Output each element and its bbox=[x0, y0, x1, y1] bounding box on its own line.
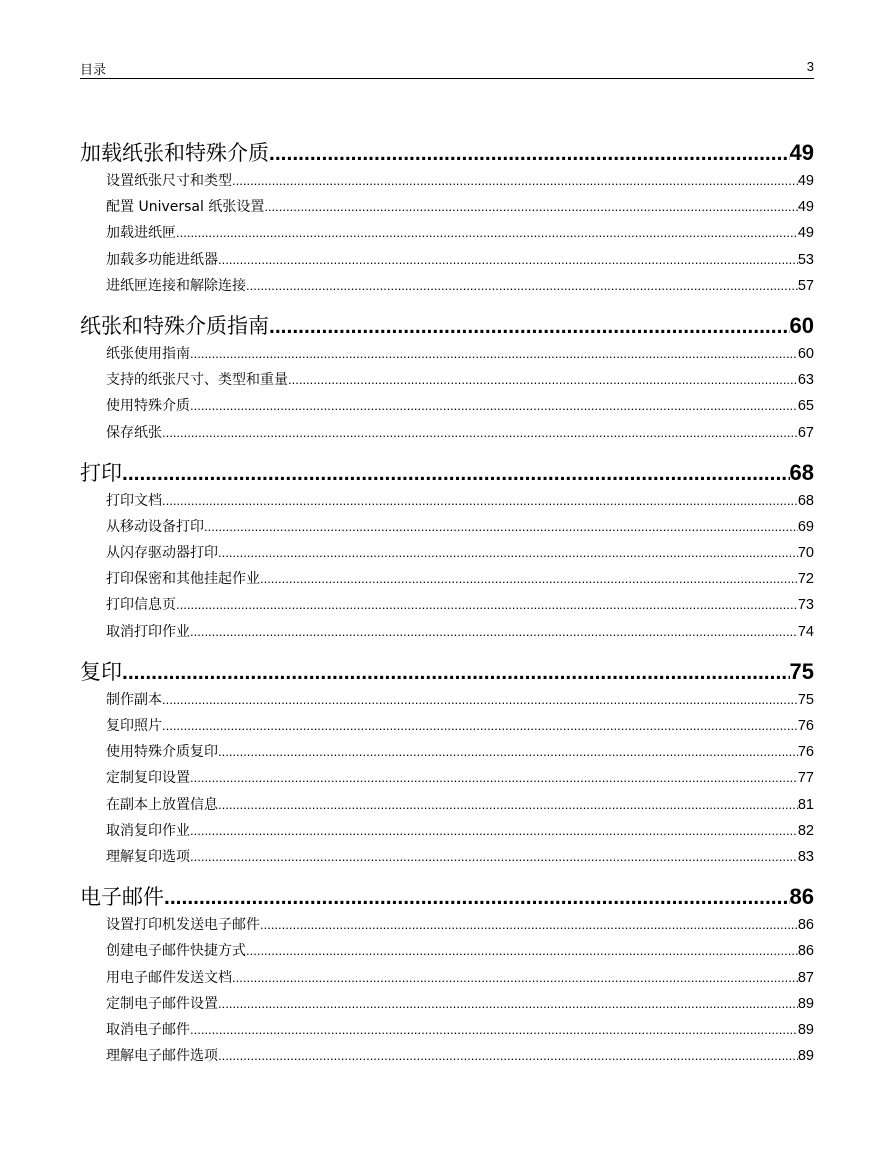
toc-item-page: 67 bbox=[797, 424, 814, 441]
toc-item-title: 定制电子邮件设置 bbox=[106, 995, 218, 1012]
toc-item-title: 设置打印机发送电子邮件 bbox=[106, 917, 260, 934]
toc-item-title: 保存纸张 bbox=[106, 424, 162, 441]
toc-chapter-entry[interactable] bbox=[80, 135, 814, 168]
toc-item-entry[interactable] bbox=[80, 420, 814, 446]
toc-item-title: 进纸匣连接和解除连接 bbox=[106, 277, 246, 294]
toc-section bbox=[80, 308, 814, 446]
toc-item-entry[interactable] bbox=[80, 273, 814, 299]
toc-item-title: 加载多功能进纸器 bbox=[106, 251, 218, 268]
toc-item-page: 89 bbox=[797, 995, 814, 1012]
toc-chapter-title: 打印 bbox=[80, 460, 122, 485]
toc-item-page: 63 bbox=[797, 372, 814, 389]
toc-item-page: 68 bbox=[797, 492, 814, 509]
toc-item-title: 支持的纸张尺寸、类型和重量 bbox=[106, 372, 288, 389]
page-header bbox=[80, 58, 814, 79]
toc-item-title: 打印信息页 bbox=[106, 597, 176, 614]
toc-item-page: 81 bbox=[797, 796, 814, 813]
toc-item-title: 打印文档 bbox=[106, 492, 162, 509]
toc-item-title: 使用特殊介质复印 bbox=[106, 744, 218, 761]
toc-item-page: 49 bbox=[797, 199, 814, 216]
toc-item-page: 70 bbox=[797, 545, 814, 562]
dot-leader bbox=[246, 273, 798, 299]
dot-leader bbox=[218, 1043, 798, 1069]
toc-section bbox=[80, 654, 814, 870]
toc-chapter-entry[interactable] bbox=[80, 308, 814, 341]
toc-item-entry[interactable] bbox=[80, 818, 814, 844]
table-of-contents bbox=[80, 135, 814, 1078]
toc-chapter-title: 电子邮件 bbox=[80, 885, 164, 910]
toc-item-title: 配置 Universal 纸张设置 bbox=[106, 199, 265, 216]
toc-item-page: 49 bbox=[797, 225, 814, 242]
toc-chapter-title: 纸张和特殊介质指南 bbox=[80, 313, 269, 338]
toc-item-title: 理解电子邮件选项 bbox=[106, 1048, 218, 1065]
toc-chapter-title: 复印 bbox=[80, 659, 122, 684]
toc-item-title: 在副本上放置信息 bbox=[106, 796, 218, 813]
dot-leader bbox=[190, 1017, 798, 1043]
toc-item-title: 纸张使用指南 bbox=[106, 345, 190, 362]
dot-leader bbox=[264, 194, 798, 220]
toc-item-page: 89 bbox=[797, 1048, 814, 1065]
toc-item-entry[interactable] bbox=[80, 1017, 814, 1043]
toc-item-entry[interactable] bbox=[80, 1043, 814, 1069]
header-page-number: 3 bbox=[806, 59, 814, 74]
toc-item-page: 82 bbox=[797, 822, 814, 839]
header-title: 目录 bbox=[80, 63, 107, 78]
toc-item-entry[interactable] bbox=[80, 991, 814, 1017]
toc-item-entry[interactable] bbox=[80, 713, 814, 739]
dot-leader bbox=[176, 592, 798, 618]
dot-leader bbox=[269, 315, 790, 339]
dot-leader bbox=[190, 818, 798, 844]
toc-item-title: 创建电子邮件快捷方式 bbox=[106, 943, 246, 960]
toc-section bbox=[80, 879, 814, 1069]
toc-item-entry[interactable] bbox=[80, 739, 814, 765]
dot-leader bbox=[164, 886, 790, 910]
toc-item-page: 69 bbox=[797, 518, 814, 535]
toc-item-title: 设置纸张尺寸和类型 bbox=[106, 173, 232, 189]
toc-item-page: 76 bbox=[797, 718, 814, 734]
toc-chapter-page: 75 bbox=[789, 658, 814, 684]
dot-leader bbox=[260, 566, 798, 592]
toc-chapter-title: 加载纸张和特殊介质 bbox=[80, 141, 269, 165]
toc-item-entry[interactable] bbox=[80, 912, 814, 938]
toc-item-page: 53 bbox=[797, 251, 814, 268]
toc-section bbox=[80, 135, 814, 299]
toc-item-entry[interactable] bbox=[80, 393, 814, 419]
dot-leader bbox=[288, 367, 798, 393]
toc-item-page: 49 bbox=[797, 173, 814, 189]
toc-item-page: 87 bbox=[797, 969, 814, 986]
toc-item-title: 定制复印设置 bbox=[106, 770, 190, 787]
toc-item-entry[interactable] bbox=[80, 540, 814, 566]
toc-item-entry[interactable] bbox=[80, 938, 814, 964]
toc-item-page: 86 bbox=[797, 943, 814, 960]
dot-leader bbox=[162, 488, 798, 514]
toc-section bbox=[80, 455, 814, 645]
toc-item-entry[interactable] bbox=[80, 168, 814, 194]
toc-item-entry[interactable] bbox=[80, 844, 814, 870]
toc-item-page: 65 bbox=[797, 398, 814, 415]
toc-item-title: 加载进纸匣 bbox=[106, 225, 176, 242]
toc-item-page: 57 bbox=[797, 277, 814, 294]
dot-leader bbox=[204, 514, 798, 540]
toc-item-title: 用电子邮件发送文档 bbox=[106, 969, 232, 986]
toc-item-entry[interactable] bbox=[80, 194, 814, 220]
toc-item-title: 复印照片 bbox=[106, 718, 162, 734]
toc-item-page: 83 bbox=[797, 848, 814, 865]
toc-item-title: 从移动设备打印 bbox=[106, 518, 204, 535]
toc-item-title: 取消打印作业 bbox=[106, 623, 190, 640]
toc-chapter-entry[interactable] bbox=[80, 879, 814, 912]
toc-item-entry[interactable] bbox=[80, 341, 814, 367]
toc-item-entry[interactable] bbox=[80, 514, 814, 540]
toc-item-title: 打印保密和其他挂起作业 bbox=[106, 571, 260, 588]
toc-item-page: 76 bbox=[797, 744, 814, 761]
toc-item-page: 60 bbox=[797, 345, 814, 362]
dot-leader bbox=[190, 393, 798, 419]
dot-leader bbox=[190, 619, 798, 645]
toc-item-entry[interactable] bbox=[80, 566, 814, 592]
dot-leader bbox=[218, 247, 798, 273]
toc-chapter-page: 68 bbox=[789, 459, 814, 485]
dot-leader bbox=[218, 792, 798, 818]
toc-item-title: 取消电子邮件 bbox=[106, 1021, 190, 1038]
toc-item-title: 理解复印选项 bbox=[106, 848, 190, 865]
toc-item-title: 使用特殊介质 bbox=[106, 398, 190, 415]
dot-leader bbox=[122, 661, 790, 685]
toc-item-entry[interactable] bbox=[80, 592, 814, 618]
toc-item-entry[interactable] bbox=[80, 619, 814, 645]
toc-item-page: 73 bbox=[797, 597, 814, 614]
dot-leader bbox=[269, 142, 790, 166]
dot-leader bbox=[190, 765, 798, 791]
toc-item-entry[interactable] bbox=[80, 765, 814, 791]
toc-item-title: 制作副本 bbox=[106, 691, 162, 708]
dot-leader bbox=[232, 168, 798, 194]
toc-item-page: 74 bbox=[797, 623, 814, 640]
dot-leader bbox=[246, 938, 798, 964]
dot-leader bbox=[190, 844, 798, 870]
dot-leader bbox=[218, 991, 798, 1017]
toc-item-page: 72 bbox=[797, 571, 814, 588]
dot-leader bbox=[162, 713, 798, 739]
toc-item-entry[interactable] bbox=[80, 488, 814, 514]
toc-item-entry[interactable] bbox=[80, 792, 814, 818]
toc-chapter-entry[interactable] bbox=[80, 455, 814, 488]
toc-item-entry[interactable] bbox=[80, 687, 814, 713]
toc-item-title: 取消复印作业 bbox=[106, 822, 190, 839]
dot-leader bbox=[162, 687, 798, 713]
toc-item-entry[interactable] bbox=[80, 367, 814, 393]
toc-item-entry[interactable] bbox=[80, 220, 814, 246]
toc-item-page: 86 bbox=[797, 917, 814, 934]
toc-chapter-page: 60 bbox=[789, 312, 814, 338]
toc-item-entry[interactable] bbox=[80, 247, 814, 273]
dot-leader bbox=[190, 341, 798, 367]
dot-leader bbox=[176, 220, 798, 246]
toc-chapter-page: 49 bbox=[789, 140, 814, 165]
toc-item-page: 89 bbox=[797, 1021, 814, 1038]
toc-item-page: 75 bbox=[797, 691, 814, 708]
toc-item-title: 从闪存驱动器打印 bbox=[106, 545, 218, 562]
dot-leader bbox=[162, 420, 798, 446]
dot-leader bbox=[260, 912, 798, 938]
toc-item-page: 77 bbox=[797, 770, 814, 787]
toc-chapter-page: 86 bbox=[789, 884, 814, 910]
dot-leader bbox=[122, 462, 790, 486]
toc-item-entry[interactable] bbox=[80, 965, 814, 991]
dot-leader bbox=[232, 965, 798, 991]
toc-chapter-entry[interactable] bbox=[80, 654, 814, 687]
dot-leader bbox=[218, 540, 798, 566]
dot-leader bbox=[218, 739, 798, 765]
